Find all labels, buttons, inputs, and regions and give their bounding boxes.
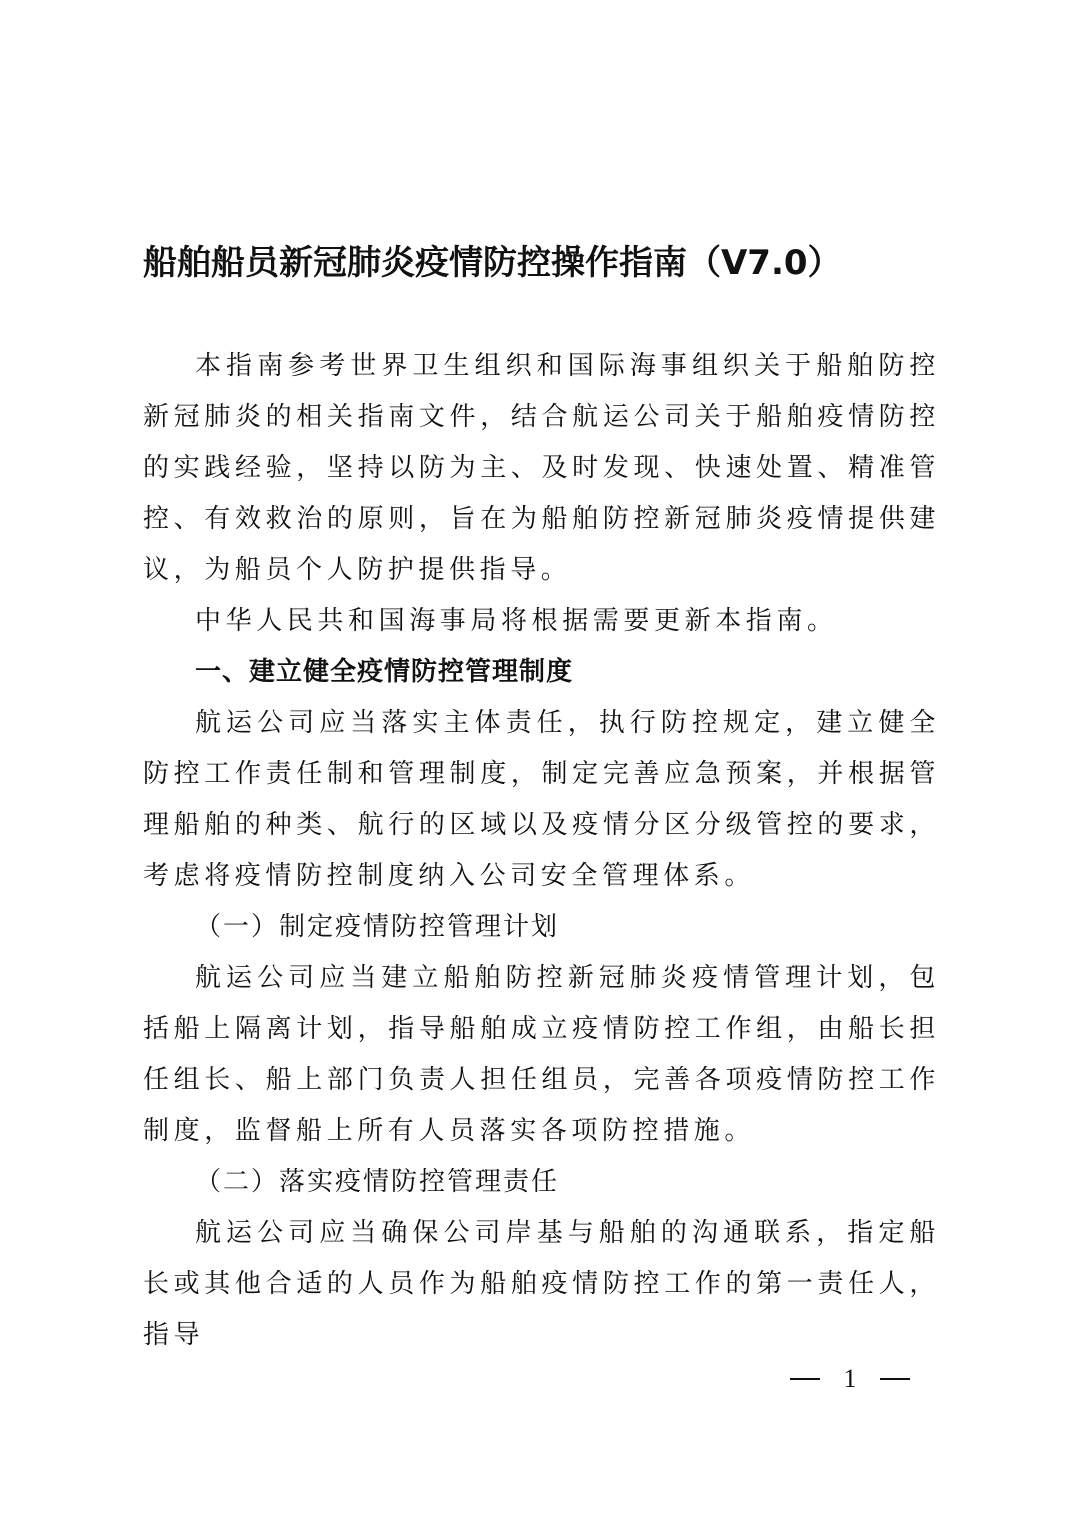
document-body	[143, 341, 940, 1361]
page-number-left-dash	[790, 1378, 820, 1380]
page-number-right-dash	[880, 1378, 910, 1380]
subsection-2-paragraph: 航运公司应当确保公司岸基与船舶的沟通联系，指定船长或其他合适的人员作为船舶疫情防控工作的第一责任人，指导	[143, 1218, 940, 1350]
section-1-paragraph: 航运公司应当落实主体责任，执行防控规定，建立健全防控工作责任制和管理制度，制定完善应急预案，并根据管理船舶的种类、航行的区域以及疫情分区分级管控的要求，考虑将疫情防控制度纳入公司安全管理体系。	[143, 708, 940, 891]
subsection-heading-1: （一）制定疫情防控管理计划	[195, 912, 560, 942]
update-note-paragraph: 中华人民共和国海事局将根据需要更新本指南。	[195, 606, 838, 636]
intro-paragraph: 本指南参考世界卫生组织和国际海事组织关于船舶防控新冠肺炎的相关指南文件，结合航运公司关于船舶疫情防控的实践经验，坚持以防为主、及时发现、快速处置、精准管控、有效救治的原则，旨在为船舶防控新冠肺炎疫情提供建议，为船员个人防护提供指导。	[143, 351, 940, 585]
subsection-heading-2: （二）落实疫情防控管理责任	[195, 1167, 560, 1197]
page-number-value: 1	[843, 1364, 857, 1394]
document-title: 船舶船员新冠肺炎疫情防控操作指南（V7.0）	[143, 243, 842, 283]
section-heading-1: 一、建立健全疫情防控管理制度	[195, 657, 574, 687]
subsection-1-paragraph: 航运公司应当建立船舶防控新冠肺炎疫情管理计划，包括船上隔离计划，指导船舶成立疫情防控工作组，由船长担任组长、船上部门负责人担任组员，完善各项疫情防控工作制度，监督船上所有人员落实各项防控措施。	[143, 963, 940, 1146]
page-number	[790, 1357, 920, 1397]
